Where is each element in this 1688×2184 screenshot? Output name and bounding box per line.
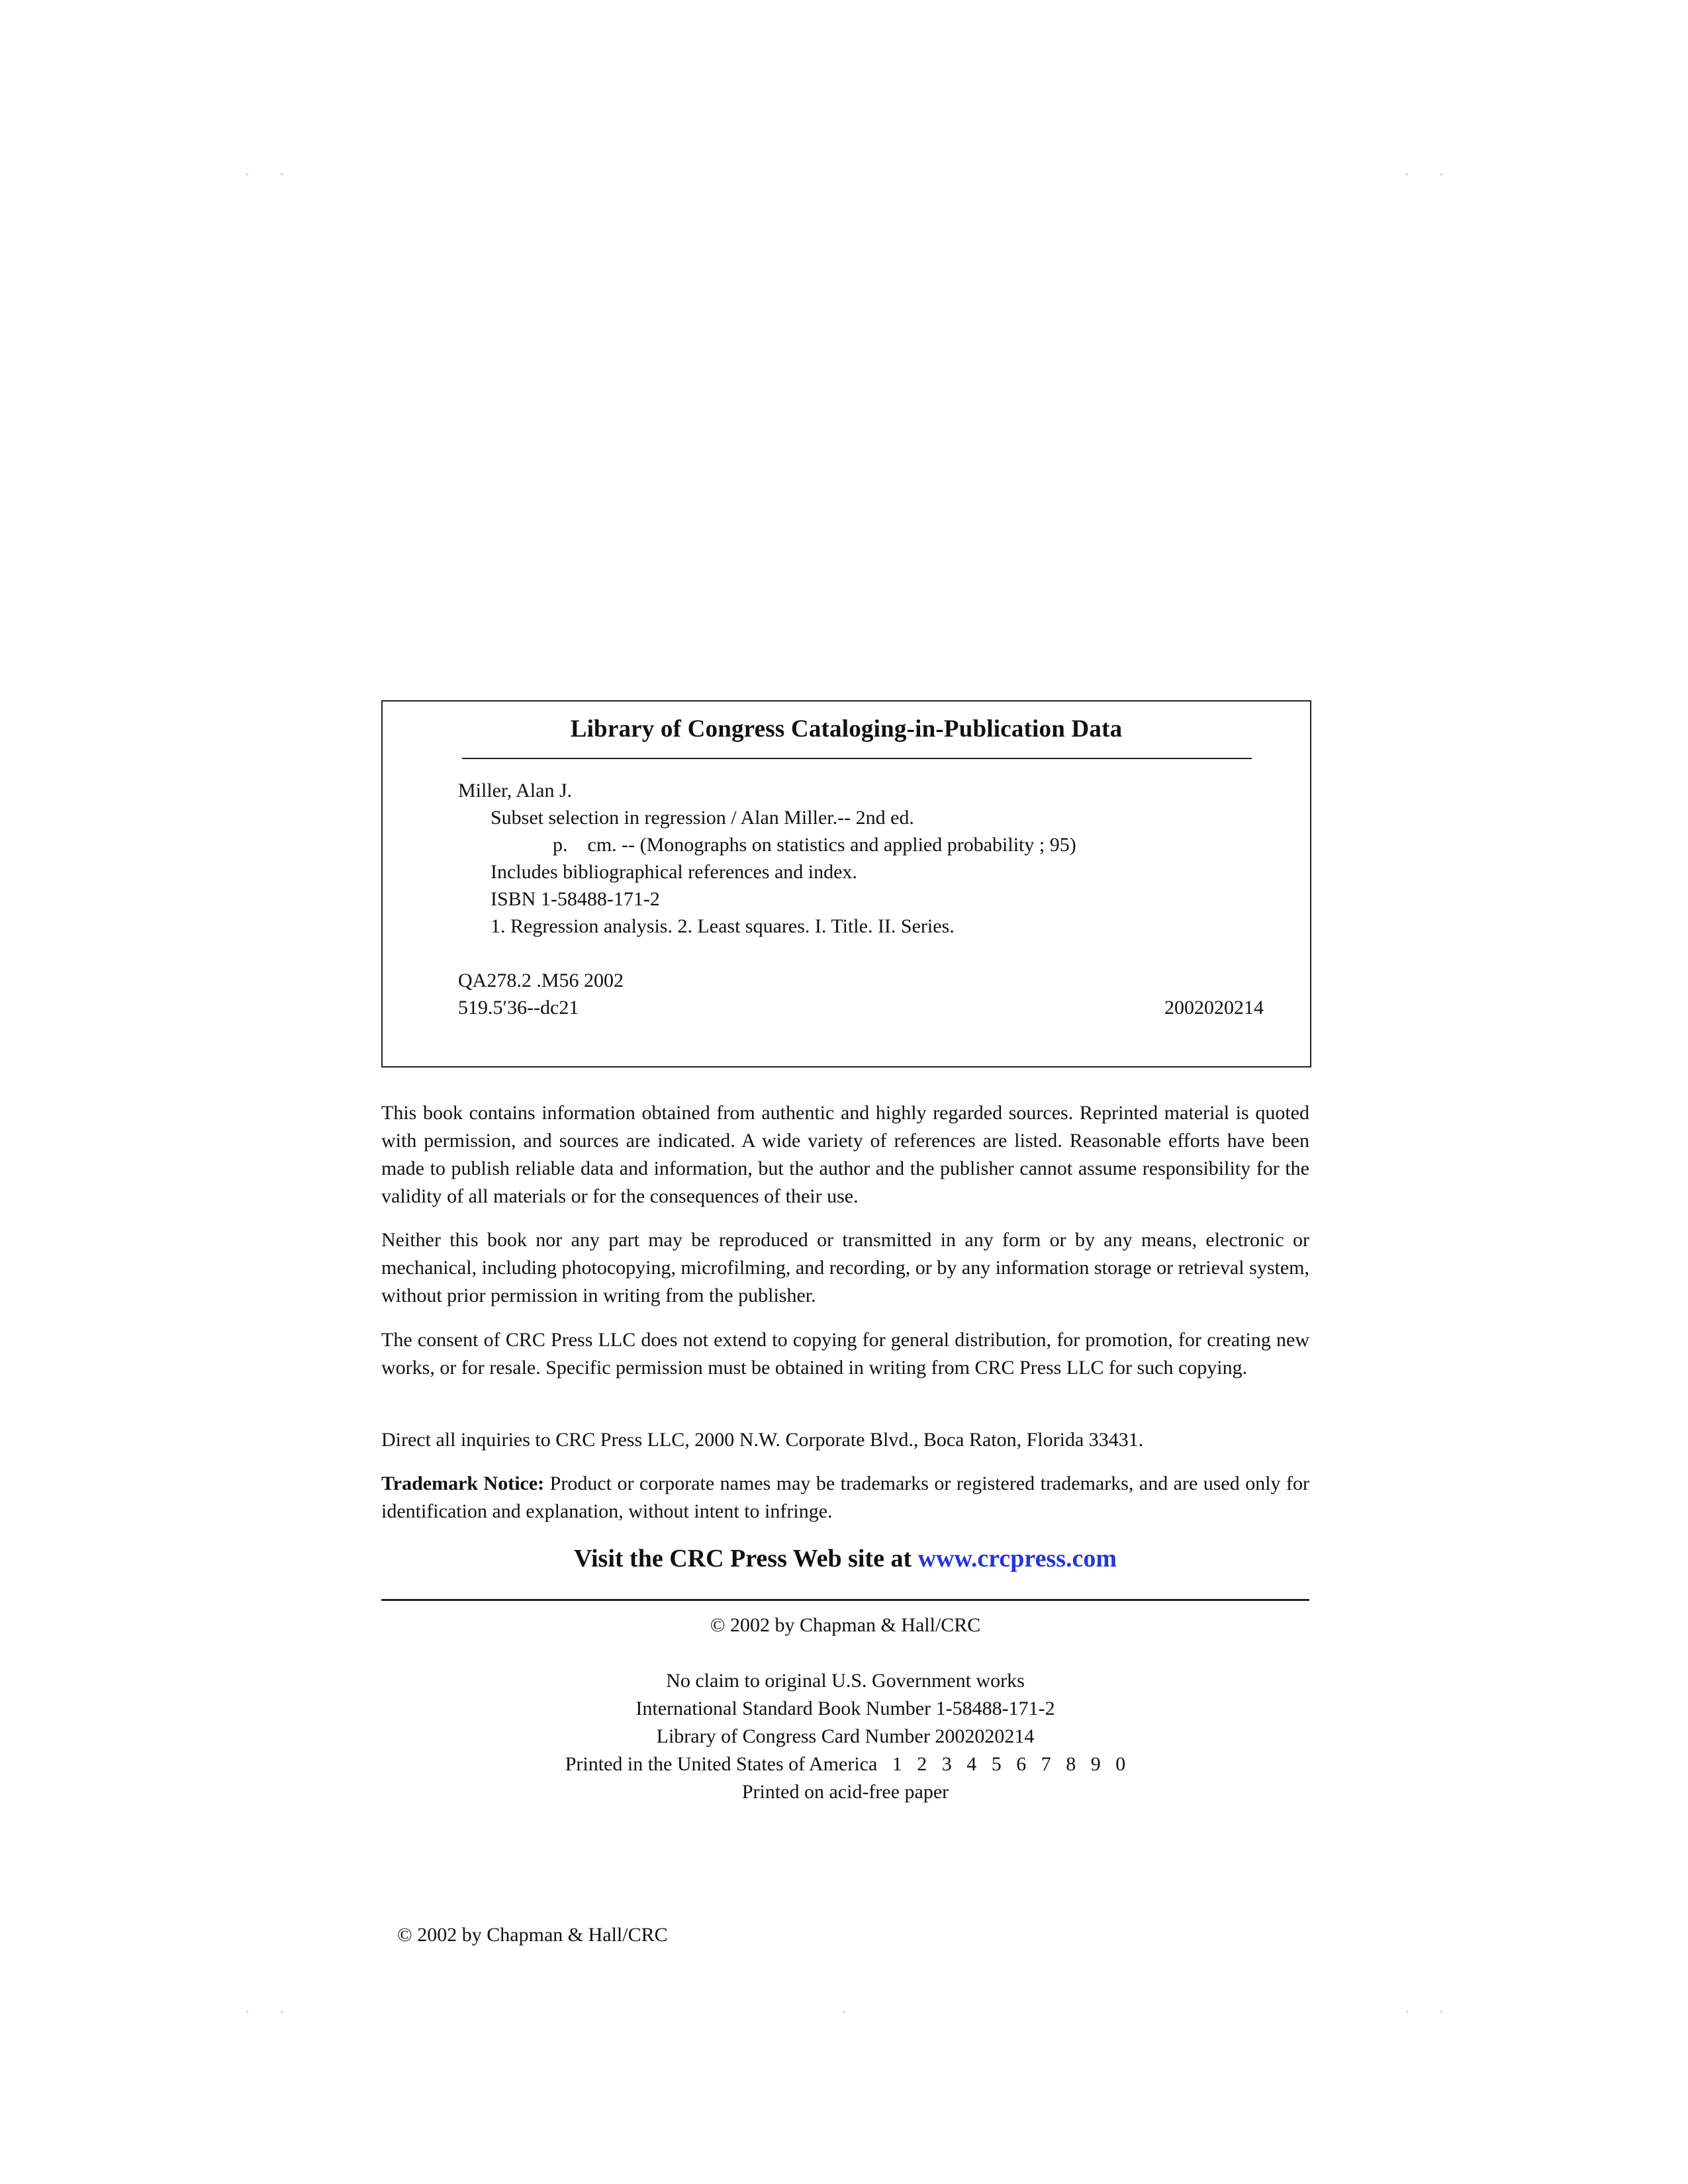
cip-notes-line: Includes bibliographical references and index. [491,861,857,883]
reproduction-paragraph: Neither this book nor any part may be reproduced or transmitted in any form or by any means, electronic or mechanical, including photocopying, microfilming, and recording, or by any information storage or retrieval system, without prior permission in writing from the publisher. [381,1229,1309,1306]
imprint-isbn: International Standard Book Number 1-58488-171-2 [635,1698,1055,1719]
cip-lccn: 2002020214 [1164,997,1264,1019]
cip-author: Miller, Alan J. [458,780,573,801]
imprint-printed-in: Printed in the United States of America 1 2 3 4 5 6 7 8 9 0 [565,1753,1126,1775]
consent-paragraph: The consent of CRC Press LLC does not extend to copying for general distribution, for promotion, for creating new works, or for resale. Specific permission must be obtained in writing from CRC Press LLC for such copying. [381,1329,1309,1379]
cip-box [381,700,1311,1068]
crop-mark [1406,173,1408,175]
imprint-copyright: © 2002 by Chapman & Hall/CRC [710,1614,981,1636]
trademark-text: Product or corporate names may be trademarks or registered trademarks, and are used only for identification and explanation, without intent to infringe. [381,1473,1310,1522]
cip-divider [462,758,1252,759]
cip-lc-class: QA278.2 .M56 2002 [458,970,624,991]
crop-mark [281,2011,283,2013]
crop-mark [281,173,283,175]
trademark-label: Trademark Notice: [381,1473,545,1494]
crcpress-link[interactable]: www.crcpress.com [917,1545,1117,1572]
crop-mark [1440,173,1442,175]
cip-pages-line: p. cm. -- (Monographs on statistics and applied probability ; 95) [553,834,1076,856]
cip-subjects-line: 1. Regression analysis. 2. Least squares. I. Title. II. Series. [491,915,955,937]
footer-copyright: © 2002 by Chapman & Hall/CRC [397,1924,668,1946]
crop-mark [1440,2011,1442,2013]
disclaimer-paragraph: This book contains information obtained from authentic and highly regarded sources. Reprinted material is quoted with permission, and sources are indicated. A wide variety of references are listed. Reasonable efforts have been made to publish reliable data and information, but the author and the publisher cannot assume responsibility for the validity of all materials or for the consequences of their use. [381,1102,1309,1207]
cip-heading: Library of Congress Cataloging-in-Publication Data [570,715,1123,743]
inquiries-paragraph: Direct all inquiries to CRC Press LLC, 2000 N.W. Corporate Blvd., Boca Raton, Florida 33431. [381,1429,1144,1451]
visit-line [381,1544,1309,1573]
cip-title-line: Subset selection in regression / Alan Miller.-- 2nd ed. [491,807,914,829]
crop-mark [1406,2011,1408,2013]
crop-mark [246,173,248,175]
cip-isbn-line: ISBN 1-58488-171-2 [491,888,660,910]
imprint-no-claim: No claim to original U.S. Government works [666,1670,1025,1692]
cip-dewey: 519.5′36--dc21 [458,997,579,1019]
imprint-divider [381,1599,1309,1601]
imprint-lccn: Library of Congress Card Number 2002020214 [656,1725,1035,1747]
trademark-paragraph [381,1470,1309,1525]
crop-mark [843,2011,845,2013]
visit-text: Visit the CRC Press Web site at [573,1545,918,1572]
imprint-acid-free: Printed on acid-free paper [741,1781,949,1803]
crop-mark [246,2011,248,2013]
